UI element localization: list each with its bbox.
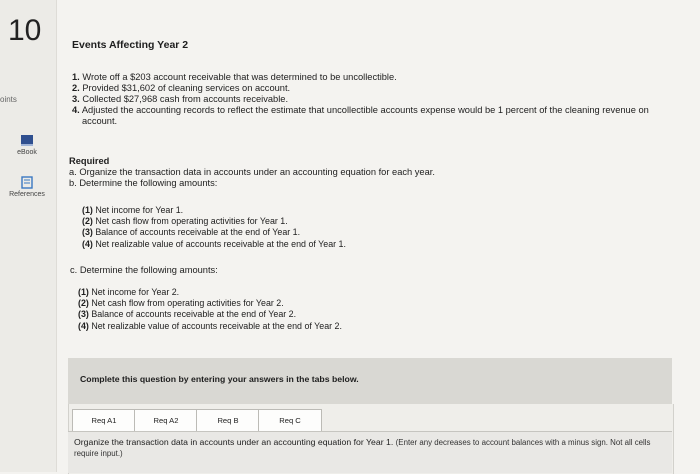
list-item: (1) Net income for Year 2. <box>78 287 180 297</box>
references-icon <box>20 176 34 189</box>
list-item: (3) Balance of accounts receivable at the end of Year 1. <box>82 227 301 238</box>
ebook-button[interactable] <box>2 134 52 156</box>
list-item: (3) Balance of accounts receivable at the end of Year 2. <box>78 309 297 320</box>
required-b-items <box>82 205 346 250</box>
required-title: Required <box>69 156 110 166</box>
required-c-items <box>78 287 342 332</box>
required-a: a. Organize the transaction data in accounts under an accounting equation for each year. <box>69 167 435 177</box>
events-list <box>72 72 682 127</box>
complete-text: Complete this question by entering your answers in the tabs below. <box>80 374 359 384</box>
list-item: 1. Wrote off a $203 account receivable that was determined to be uncollectible. <box>72 72 397 82</box>
tab-req-c[interactable]: Req C <box>258 409 322 432</box>
tab-req-a1[interactable]: Req A1 <box>72 409 136 432</box>
required-section <box>69 156 435 189</box>
book-icon <box>20 134 34 147</box>
references-label: References <box>9 191 45 198</box>
tab-req-b[interactable]: Req B <box>196 409 260 432</box>
ebook-label: eBook <box>17 149 37 156</box>
page-title: Events Affecting Year 2 <box>72 39 189 51</box>
list-item: 4. Adjusted the accounting records to reflect the estimate that uncollectible accounts expense would be 1 percent of the cleaning revenue on account. <box>72 105 649 126</box>
required-c: c. Determine the following amounts: <box>70 265 218 275</box>
list-item: (4) Net realizable value of accounts receivable at the end of Year 2. <box>78 320 342 331</box>
instruction-hint: (Enter any decreases to account balances with a minus sign. Not all cells require input.) <box>74 438 651 458</box>
list-item: 3. Collected $27,968 cash from accounts receivable. <box>72 94 289 104</box>
list-item: 2. Provided $31,602 of cleaning services on account. <box>72 83 291 93</box>
list-item: (4) Net realizable value of accounts receivable at the end of Year 1. <box>82 238 346 249</box>
instruction-main: Organize the transaction data in accounts under an accounting equation for Year 1. <box>74 437 394 447</box>
list-item: (1) Net income for Year 1. <box>82 205 184 215</box>
tab-req-a2[interactable]: Req A2 <box>134 409 198 432</box>
instruction-panel <box>68 431 672 473</box>
references-button[interactable] <box>2 176 52 198</box>
list-item: (2) Net cash flow from operating activities for Year 2. <box>78 298 284 309</box>
list-item: (2) Net cash flow from operating activities for Year 1. <box>82 216 288 227</box>
points-label: oints <box>0 95 17 104</box>
question-number: 10 <box>8 14 42 47</box>
required-b: b. Determine the following amounts: <box>69 178 218 188</box>
left-rail <box>0 0 57 472</box>
complete-banner <box>68 358 672 404</box>
instruction-text <box>74 437 666 459</box>
